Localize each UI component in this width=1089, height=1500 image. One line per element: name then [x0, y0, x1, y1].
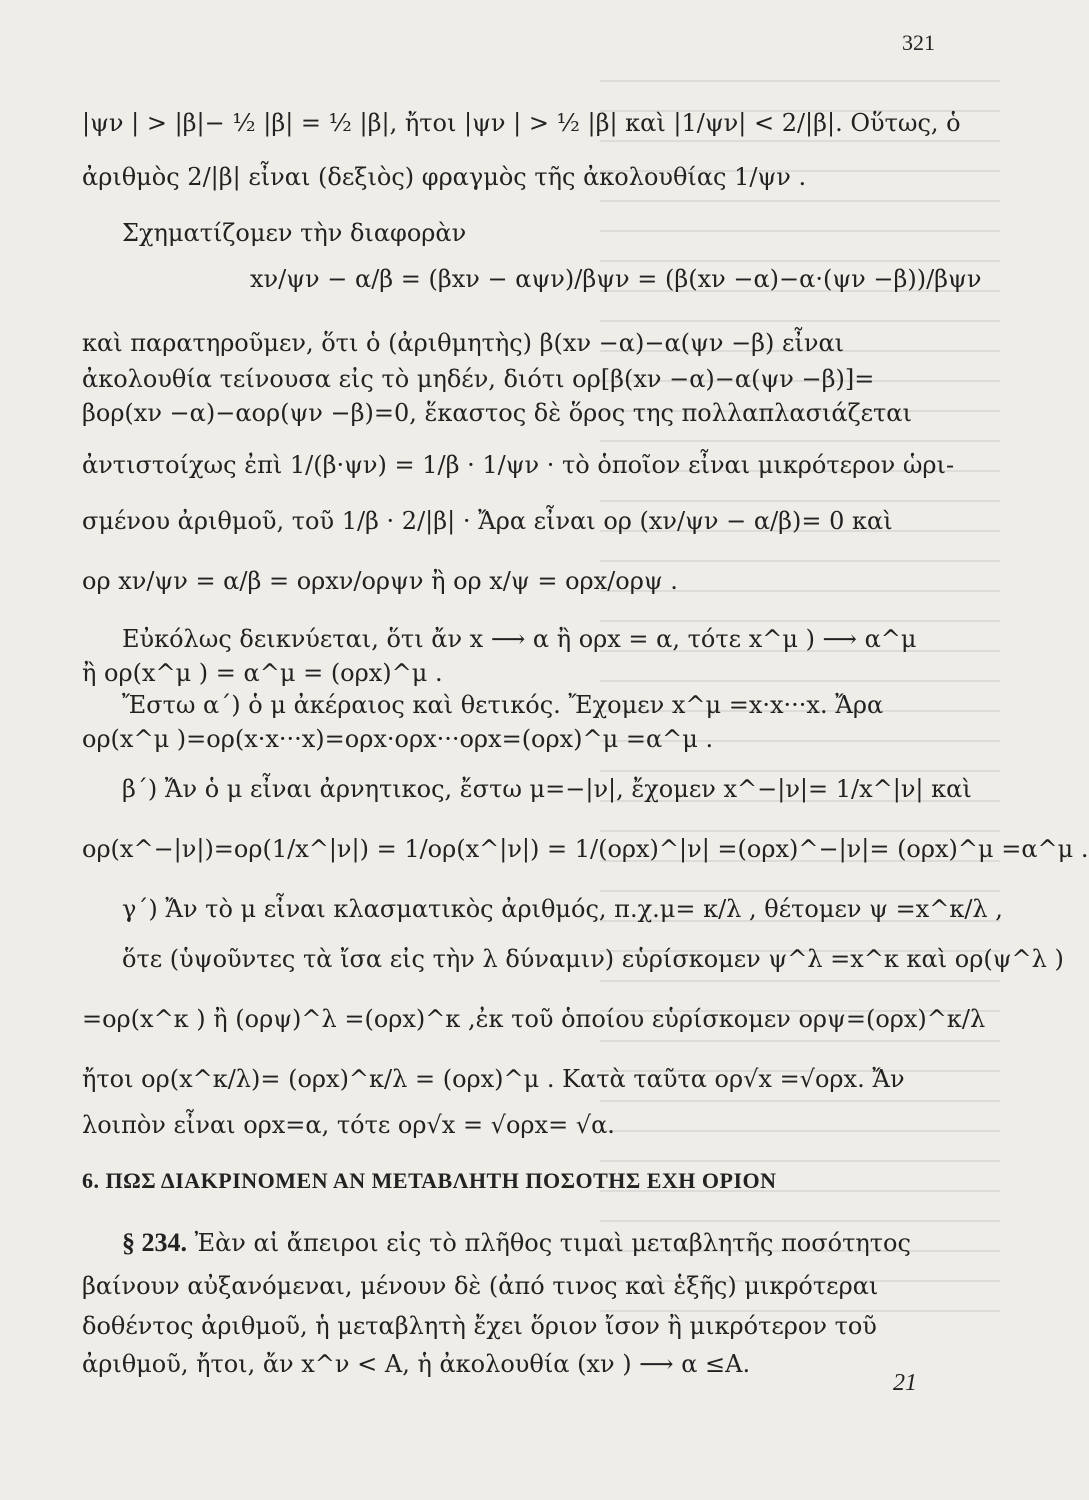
- text-line: καὶ παρατηροῦμεν, ὅτι ὁ (ἀριθμητὴς) β(xν −α)−α(ψν −β) εἶναι: [82, 329, 845, 357]
- section-heading: 6. ΠΩΣ ΔΙΑΚΡΙΝΟΜΕΝ ΑΝ ΜΕΤΑΒΛΗΤΗ ΠΟΣΟΤΗΣ ΕΧΗ ΟΡΙΟΝ: [82, 1168, 777, 1193]
- paragraph-line: ἀριθμοῦ, ἤτοι, ἄν x^ν < Α, ἡ ἀκολουθία (xν ) ⟶ α ≤Α.: [82, 1350, 751, 1378]
- text-line: β΄) Ἄν ὁ μ εἶναι ἀρνητικος, ἔστω μ=−|ν|, ἔχομεν x^−|ν|= 1/x^|ν| καὶ: [122, 775, 972, 803]
- text-line: Εὐκόλως δεικνύεται, ὅτι ἄν x ⟶ α ἢ ορx = α, τότε x^μ ) ⟶ α^μ: [122, 625, 917, 653]
- section-mark: § 234.: [122, 1228, 187, 1257]
- equation: ορ xν/ψν = α/β = ορxν/ορψν ἢ ορ x/ψ = ορx/ορψ .: [82, 567, 678, 595]
- text-line: γ΄) Ἄν τὸ μ εἶναι κλασματικὸς ἀριθμός, π.χ.μ= κ/λ , θέτομεν ψ =x^κ/λ ,: [122, 895, 1003, 923]
- text-line: ἤτοι ορ(x^κ/λ)= (ορx)^κ/λ = (ορx)^μ . Κατὰ ταῦτα ορ√x =√ορx. Ἄν: [82, 1065, 905, 1093]
- text-line: ἀκολουθία τείνουσα εἰς τὸ μηδέν, διότι ορ[β(xν −α)−α(ψν −β)]=: [82, 365, 875, 393]
- equation: ορ(x^−|ν|)=ορ(1/x^|ν|) = 1/ορ(x^|ν|) = 1/(ορx)^|ν| =(ορx)^−|ν|= (ορx)^μ =α^μ .: [82, 835, 1089, 863]
- text-line: ορ(x^μ )=ορ(x·x···x)=ορx·ορx···ορx=(ορx)^μ =α^μ .: [82, 725, 714, 753]
- paragraph-line: δοθέντος ἀριθμοῦ, ἡ μεταβλητὴ ἔχει ὅριον ἴσον ἢ μικρότερον τοῦ: [82, 1312, 877, 1340]
- text-line: ὅτε (ὑψοῦντες τὰ ἴσα εἰς τὴν λ δύναμιν) εὑρίσκομεν ψ^λ =x^κ καὶ ορ(ψ^λ ): [122, 945, 1064, 973]
- text-line: =ορ(x^κ ) ἢ (ορψ)^λ =(ορx)^κ ,ἐκ τοῦ ὁποίου εὑρίσκομεν ορψ=(ορx)^κ/λ: [82, 1005, 986, 1033]
- page-number: 321: [902, 30, 935, 55]
- paragraph-line: βαίνουν αὐξανόμεναι, μένουν δὲ (ἀπό τινος καὶ ἑξῆς) μικρότεραι: [82, 1272, 879, 1300]
- equation: xν/ψν − α/β = (βxν − αψν)/βψν = (β(xν −α)−α·(ψν −β))/βψν: [250, 265, 982, 293]
- paragraph-first-line: [122, 1228, 934, 1258]
- text-line: ἀριθμὸς 2/|β| εἶναι (δεξιὸς) φραγμὸς τῆς ἀκολουθίας 1/ψν .: [82, 163, 807, 191]
- signature-mark: 21: [893, 1370, 917, 1396]
- text-line: Σχηματίζομεν τὴν διαφορὰν: [122, 219, 467, 247]
- text-line: Ἔστω α΄) ὁ μ ἀκέραιος καὶ θετικός. Ἔχομεν x^μ =x·x···x. Ἄρα: [122, 691, 884, 719]
- text-line: |ψν | > |β|− ½ |β| = ½ |β|, ἤτοι |ψν | > ½ |β| καὶ |1/ψν| < 2/|β|. Οὕτως, ὁ: [82, 109, 961, 137]
- paragraph-text: Ἐὰν αἱ ἄπειροι εἰς τὸ πλῆθος τιμαὶ μεταβλητῆς ποσότητος: [187, 1229, 911, 1257]
- text-line: σμένου ἀριθμοῦ, τοῦ 1/β · 2/|β| · Ἄρα εἶναι ορ (xν/ψν − α/β)= 0 καὶ: [82, 507, 893, 535]
- text-line: λοιπὸν εἶναι ορx=α, τότε ορ√x = √ορx= √α.: [82, 1111, 615, 1139]
- text-line: ἢ ορ(x^μ ) = α^μ = (ορx)^μ .: [82, 659, 443, 687]
- text-line: βορ(xν −α)−αορ(ψν −β)=0, ἕκαστος δὲ ὅρος της πολλαπλασιάζεται: [82, 399, 912, 427]
- text-line: ἀντιστοίχως ἐπὶ 1/(β·ψν) = 1/β · 1/ψν · τὸ ὁποῖον εἶναι μικρότερον ὡρι-: [82, 451, 955, 479]
